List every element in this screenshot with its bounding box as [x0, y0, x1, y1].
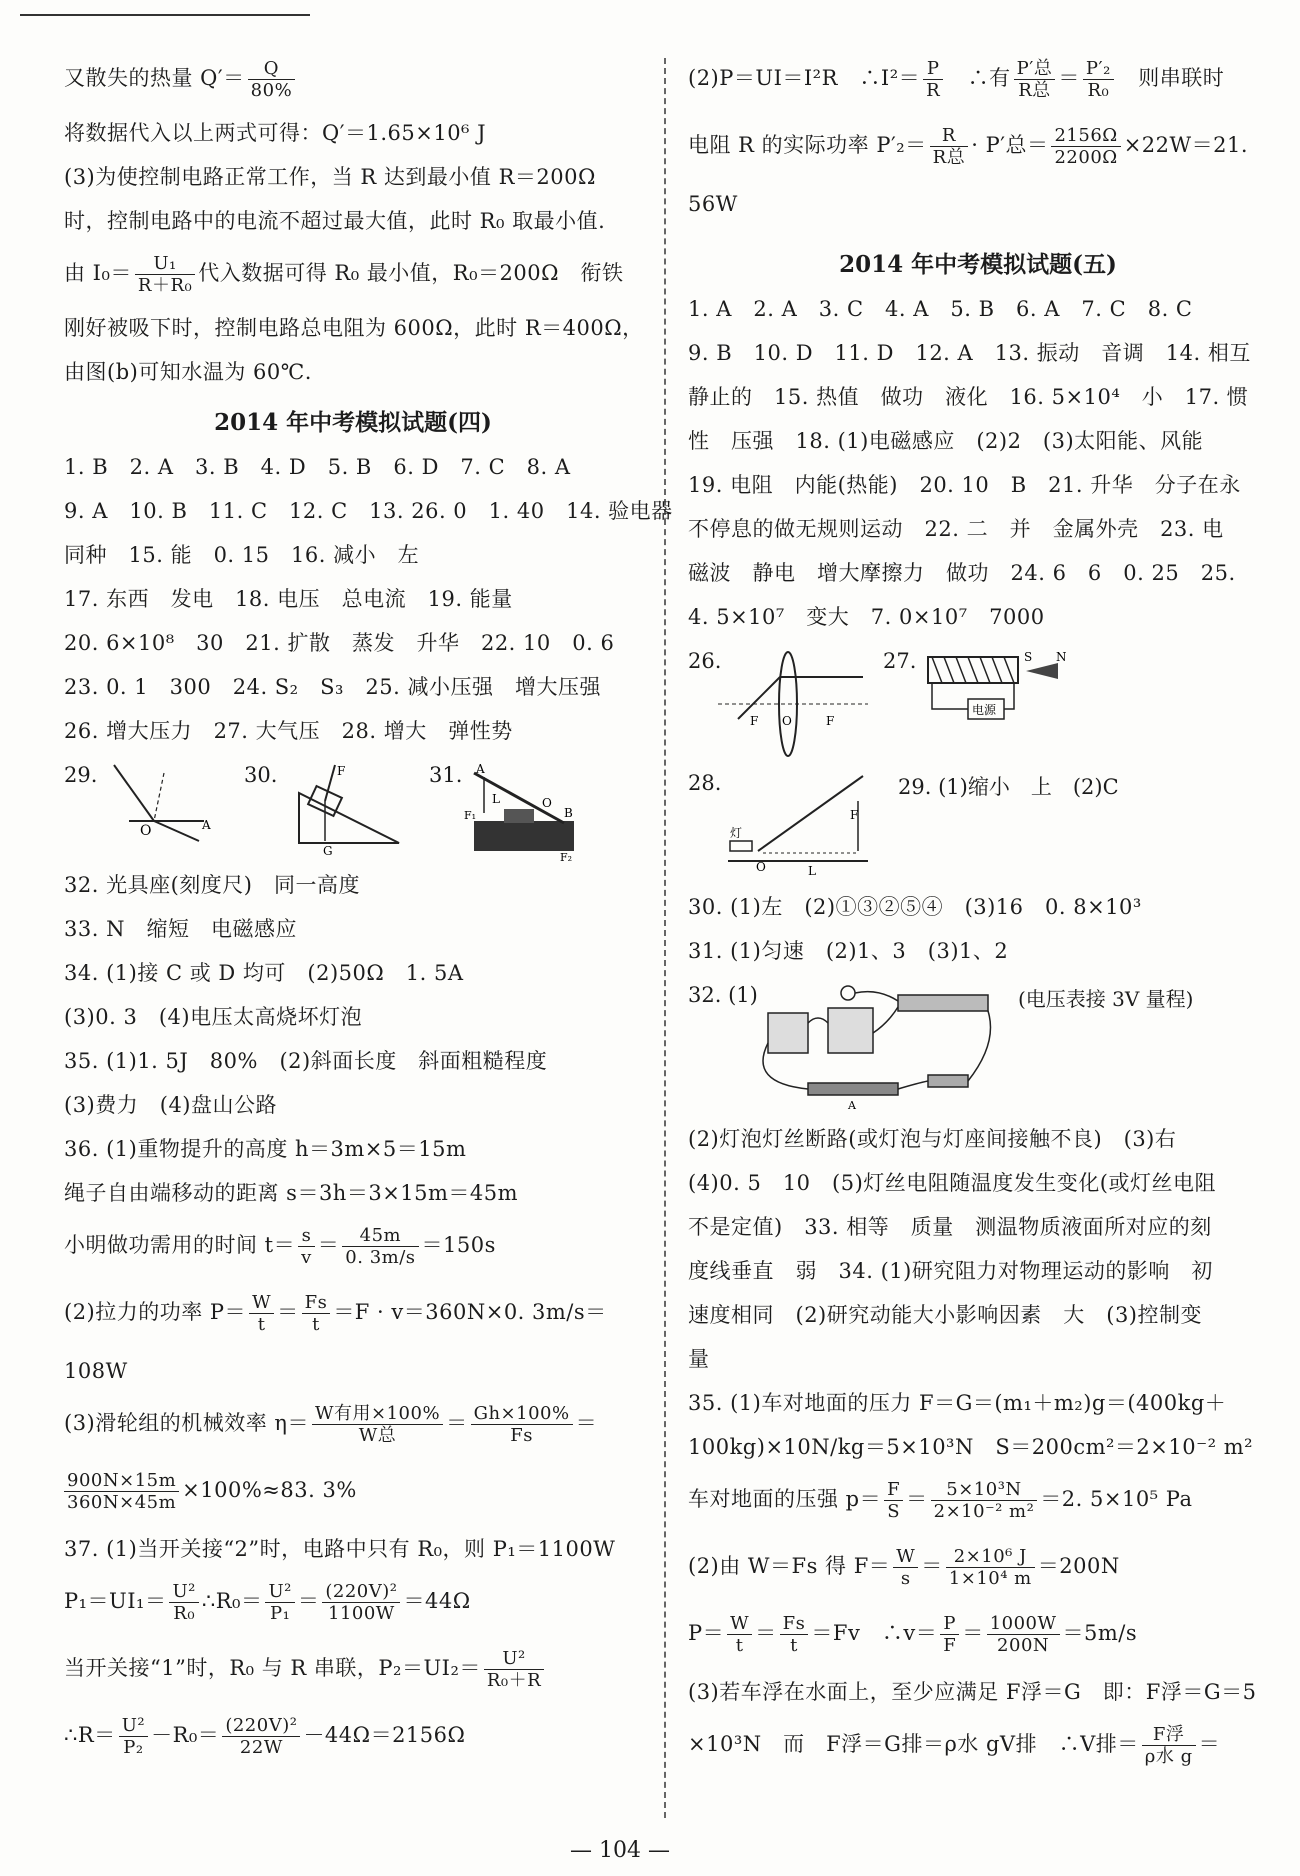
answer-line: 20. 6×10⁸ 30 21. 扩散 蒸发 升华 22. 10 0. 6 [64, 631, 615, 655]
answer-line: 同种 15. 能 0. 15 16. 减小 左 [64, 543, 420, 567]
answer-line: 磁波 静电 增大摩擦力 做功 24. 6 6 0. 25 25. [688, 561, 1236, 585]
answer-line: 度线垂直 弱 34. (1)研究阻力对物理运动的影响 初 [688, 1259, 1213, 1283]
answer-line: 36. (1)重物提升的高度 h＝3m×5＝15m [64, 1137, 467, 1161]
incline-force-diagram [279, 763, 409, 858]
left-column [64, 58, 673, 1778]
figures-28-29 [688, 771, 1268, 881]
lever-diagram [464, 763, 584, 863]
answer-line: 速度相同 (2)研究动能大小影响因素 大 (3)控制变 [688, 1303, 1202, 1327]
lamp-label: 灯 [730, 826, 743, 840]
formula-line: (2)P＝UI＝I²R ∴I²＝ $\frac{P}{R}$ ∴有 $\frac{\text{P′总}}{\text{R总}}$ ＝ $\frac{\text{P′₂}}{\text{R₀}}$ 则串联时 [688, 58, 1225, 101]
answer-line: 29. (1)缩小 上 (2)C [898, 775, 1119, 799]
text-line: 时，控制电路中的电流不超过最大值，此时 R₀ 取最小值. [64, 209, 606, 233]
svg-text:O: O [140, 823, 152, 839]
answer-line: (3)0. 3 (4)电压太高烧坏灯泡 [64, 1005, 363, 1029]
answer-line: 不是定值) 33. 相等 质量 测温物质液面所对应的刻 [688, 1215, 1212, 1239]
answer-line: 1. A 2. A 3. C 4. A 5. B 6. A 7. C 8. C [688, 297, 1193, 321]
text-line: 将数据代入以上两式可得：Q′＝1.65×10⁶ J [64, 121, 487, 145]
answer-line: 32. 光具座(刻度尺) 同一高度 [64, 873, 360, 897]
text-line: (3)为使控制电路正常工作，当 R 达到最小值 R＝200Ω [64, 165, 596, 189]
solenoid-diagram [918, 649, 1088, 729]
svg-text:L: L [808, 864, 816, 878]
svg-text:G: G [323, 844, 333, 858]
column-divider [664, 58, 666, 1818]
answer-line: 31. (1)匀速 (2)1、3 (3)1、2 [688, 939, 1009, 963]
svg-text:F: F [826, 714, 835, 728]
formula-line: (2)拉力的功率 P＝ $\frac{W}{t}$ ＝ $\frac{Fs}{t}$ ＝F · v＝360N×0. 3m/s＝ [64, 1292, 607, 1335]
answer-line: 19. 电阻 内能(热能) 20. 10 B 21. 升华 分子在永 [688, 473, 1241, 497]
answer-line: 33. N 缩短 电磁感应 [64, 917, 297, 941]
answer-line: (2)灯泡灯丝断路(或灯泡与灯座间接触不良) (3)右 [688, 1127, 1177, 1151]
figure-32 [688, 983, 1268, 1113]
svg-text:O: O [542, 796, 552, 810]
top-rule [20, 14, 310, 16]
formula-line: (3)滑轮组的机械效率 η＝ $\frac{\text{W有用×100\%}}{\text{W总}}$ ＝ $\frac{Gh\times 100\%}{Fs}$ ＝ [64, 1403, 598, 1446]
answer-line: 37. (1)当开关接“2”时，电路中只有 R₀，则 P₁＝1100W [64, 1537, 616, 1561]
svg-text:F: F [750, 714, 759, 728]
formula-line: P₁＝UI₁＝ $\frac{\text{U²}}{\text{R₀}}$ ∴R₀＝ $\frac{\text{U²}}{\text{P₁}}$ ＝ $\frac{\text{(220V)²}}{1100W}$ ＝44Ω [64, 1581, 471, 1624]
answer-line: 4. 5×10⁷ 变大 7. 0×10⁷ 7000 [688, 605, 1045, 629]
formula-line: ∴R＝ $\frac{\text{U²}}{\text{P₂}}$ －R₀＝ $\frac{\text{(220V)²}}{22W}$ －44Ω＝2156Ω [64, 1715, 466, 1758]
answer-line: 绳子自由端移动的距离 s＝3h＝3×15m＝45m [64, 1181, 519, 1205]
lever-lamp-diagram [718, 771, 878, 881]
fig-label: 26. [688, 649, 722, 673]
answer-line: (4)0. 5 10 (5)灯丝电阻随温度发生变化(或灯丝电阻 [688, 1171, 1216, 1195]
answer-line: 静止的 15. 热值 做功 液化 16. 5×10⁴ 小 17. 惯 [688, 385, 1249, 409]
text-line: 又散失的热量 Q′＝ $\frac{Q}{80\%}$ [64, 58, 642, 101]
answer-line: 100kg)×10N/kg＝5×10³N S＝200cm²＝2×10⁻² m² [688, 1435, 1254, 1459]
formula-line: (2)由 W＝Fs 得 F＝ $\frac{W}{s}$ ＝ $\frac{\text{2×10⁶ J}}{\text{1×10⁴ m}}$ ＝200N [688, 1546, 1120, 1589]
svg-text:O: O [782, 714, 792, 728]
text-line: 由 I₀＝ $\frac{\text{U₁}}{\text{R＋R₀}}$ 代入数据可得 R₀ 最小值，R₀＝200Ω 衔铁 [64, 253, 624, 296]
answer-line: 30. (1)左 (2)①③②⑤④ (3)16 0. 8×10³ [688, 895, 1142, 919]
answer-line: 1. B 2. A 3. B 4. D 5. B 6. D 7. C 8. A [64, 455, 571, 479]
svg-text:S: S [1024, 650, 1033, 664]
svg-text:O: O [756, 860, 766, 874]
lens-diagram [718, 649, 868, 759]
formula-line: $\frac{900N\times 15m}{360N\times 45m}$ ×100%≈83. 3% [64, 1470, 642, 1513]
section-title-5: 2014 年中考模拟试题(五) [839, 251, 1117, 278]
answer-line: 23. 0. 1 300 24. S₂ S₃ 25. 减小压强 增大压强 [64, 675, 601, 699]
reflection-diagram [104, 763, 214, 853]
svg-text:F₁: F₁ [464, 809, 477, 822]
answer-line: 性 压强 18. (1)电磁感应 (2)2 (3)太阳能、风能 [688, 429, 1204, 453]
formula-line: ×10³N 而 F浮＝G排＝ρ水 gV排 ∴V排＝ $\frac{\text{F浮}}{\text{ρ水 g}}$ ＝ [688, 1724, 1221, 1767]
answer-line: 26. 增大压力 27. 大气压 28. 增大 弹性势 [64, 719, 513, 743]
formula-line: 当开关接“1”时，R₀ 与 R 串联，P₂＝UI₂＝ $\frac{\text{U²}}{\text{R₀＋R}}$ [64, 1648, 642, 1691]
fig-label: 32. (1) [688, 983, 758, 1007]
answer-line: 9. A 10. B 11. C 12. C 13. 26. 0 1. 40 14. 验电器 [64, 499, 673, 523]
text-line: 刚好被吸下时，控制电路总电阻为 600Ω，此时 R＝400Ω， [64, 316, 644, 340]
svg-text:F: F [337, 764, 346, 778]
svg-text:A: A [476, 763, 485, 776]
formula-line: 小明做功需用的时间 t＝ $\frac{s}{v}$ ＝ $\frac{45m}{0. 3m/s}$ ＝150s [64, 1225, 496, 1268]
formula-line: 车对地面的压强 p＝ $\frac{F}{S}$ ＝ $\frac{\text{5×10³N}}{\text{2×10⁻² m²}}$ ＝2. 5×10⁵ Pa [688, 1479, 1193, 1522]
formula-line: P＝ $\frac{W}{t}$ ＝ $\frac{Fs}{t}$ ＝Fv ∴v＝ $\frac{P}{F}$ ＝ $\frac{1000W}{200N}$ ＝5m/s [688, 1613, 1138, 1656]
answer-line: 56W [688, 192, 738, 216]
answer-line: 不停息的做无规则运动 22. 二 并 金属外壳 23. 电 [688, 517, 1224, 541]
answer-line: 9. B 10. D 11. D 12. A 13. 振动 音调 14. 相互 [688, 341, 1251, 365]
fig-label: 27. [883, 649, 917, 673]
answer-line: 量 [688, 1347, 710, 1371]
fig-label: 29. [64, 763, 98, 787]
svg-text:F₂: F₂ [560, 851, 573, 863]
answer-line: 34. (1)接 C 或 D 均可 (2)50Ω 1. 5A [64, 961, 464, 985]
answer-line: (3)若车浮在水面上，至少应满足 F浮＝G 即：F浮＝G＝5 [688, 1680, 1257, 1704]
svg-text:B: B [564, 806, 573, 820]
answer-line: (3)费力 (4)盘山公路 [64, 1093, 277, 1117]
section-title-4: 2014 年中考模拟试题(四) [214, 409, 492, 436]
circuit-photo-diagram [748, 983, 1008, 1113]
svg-text:L: L [492, 792, 500, 806]
page-number: — 104 — [570, 1838, 670, 1863]
svg-text:F: F [850, 808, 859, 822]
formula-line: 电阻 R 的实际功率 P′₂＝ $\frac{R}{\text{R总}}$ · P′总＝ $\frac{2156\Omega}{2200\Omega}$ ×22W＝21. [688, 125, 1249, 168]
svg-text:A: A [202, 818, 211, 832]
answer-line: 108W [64, 1359, 128, 1383]
figures-29-31 [64, 763, 642, 863]
text-line: 由图(b)可知水温为 60℃. [64, 360, 312, 384]
power-source-label: 电源 [972, 703, 997, 717]
fig-label: 28. [688, 771, 722, 795]
fig-label: 31. [429, 763, 463, 787]
fig-label: 30. [244, 763, 278, 787]
svg-text:A: A [848, 1099, 856, 1112]
note: (电压表接 3V 量程) [1018, 987, 1194, 1011]
answer-line: 17. 东西 发电 18. 电压 总电流 19. 能量 [64, 587, 513, 611]
answer-line: 35. (1)车对地面的压力 F＝G＝(m₁＋m₂)g＝(400kg＋ [688, 1391, 1227, 1415]
figures-26-27 [688, 649, 1268, 759]
answer-line: 35. (1)1. 5J 80% (2)斜面长度 斜面粗糙程度 [64, 1049, 548, 1073]
svg-text:N: N [1056, 650, 1067, 664]
right-column [688, 58, 1268, 1787]
